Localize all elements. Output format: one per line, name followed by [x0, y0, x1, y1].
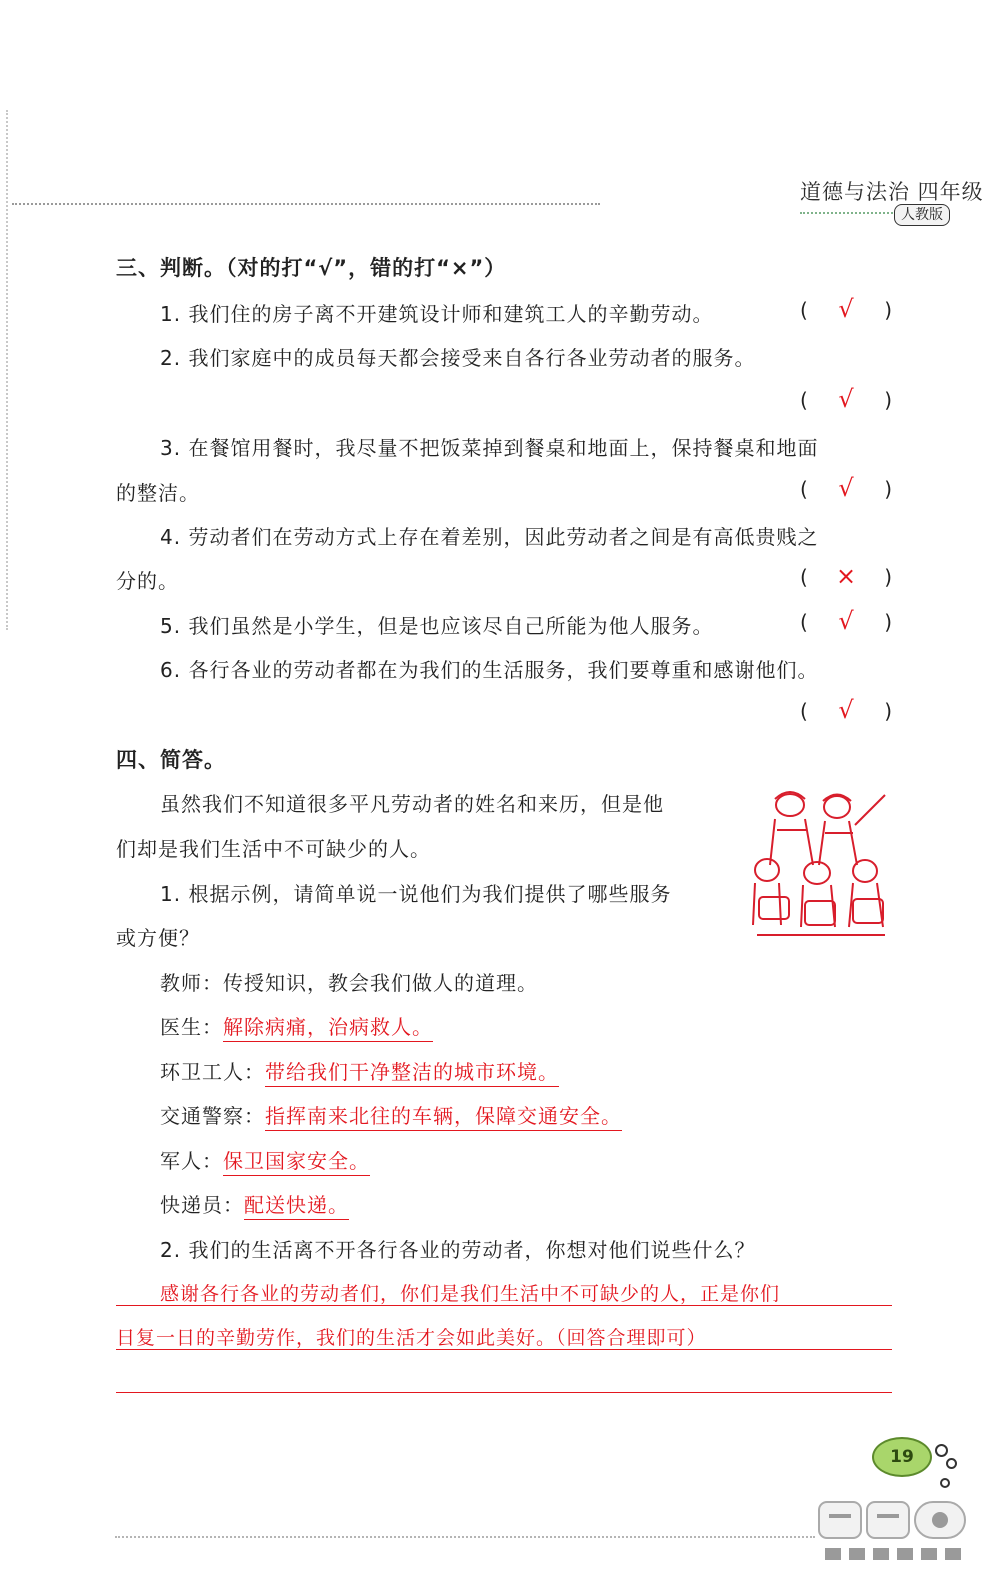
judge-item-4-text: 4. 劳动者们在劳动方式上存在着差别，因此劳动者之间是有高低贵贱之 [160, 525, 819, 549]
judge-mark: √ [838, 607, 854, 635]
judge-mark: × [835, 562, 857, 590]
question-2-answer-line-2: 日复一日的辛勤劳作，我们的生活才会如此美好。（回答合理即可） [116, 1327, 707, 1349]
role-doctor [160, 1011, 433, 1040]
edition-badge: 人教版 [894, 204, 950, 226]
child-head [755, 859, 779, 881]
judge-mark: √ [838, 385, 854, 413]
judge-mark: √ [838, 696, 854, 724]
intro-line-2: 们却是我们生活中不可缺少的人。 [116, 837, 431, 861]
decor-dot [935, 1444, 948, 1457]
child-head [804, 862, 830, 884]
role-answer: 指挥南来北往的车辆，保障交通安全。 [265, 1104, 622, 1131]
role-label: 快递员： [160, 1193, 244, 1217]
judge-mark: √ [838, 474, 854, 502]
answer-rule [116, 1349, 892, 1350]
child-body [801, 885, 835, 927]
drum [759, 897, 789, 919]
drum [805, 901, 835, 925]
role-soldier [160, 1145, 370, 1174]
section-3-heading: 三、判断。（对的打“√”，错的打“×”） [116, 256, 507, 280]
judge-item-6-text: 6. 各行各业的劳动者都在为我们的生活服务，我们要尊重和感谢他们。 [160, 658, 819, 682]
drum [853, 899, 883, 923]
judge-item-3-text: 3. 在餐馆用餐时，我尽量不把饭菜掉到餐桌和地面上，保持餐桌和地面 [160, 436, 819, 460]
decor-dot [940, 1478, 950, 1488]
pointer-stick [855, 795, 885, 825]
book-title: 道德与法治 四年级 [800, 180, 984, 204]
question-2-answer-line-1: 感谢各行各业的劳动者们，你们是我们生活中不可缺少的人，正是你们 [160, 1283, 781, 1305]
worker-body [770, 819, 813, 865]
child-head [853, 860, 877, 882]
role-example-answer: 传授知识，教会我们做人的道理。 [223, 971, 538, 995]
section-4-heading: 四、简答。 [116, 748, 226, 772]
role-label: 教师： [160, 971, 223, 995]
role-label: 军人： [160, 1149, 223, 1173]
question-1-line-2: 或方便？ [116, 926, 200, 950]
workbook-page: 道德与法治 四年级 人教版 三、判断。（对的打“√”，错的打“×”） 1. 我们住的房子离不开建筑设计师和建筑工人的辛勤劳动。 ( √ ) 2. 我们家庭中的成员每天都会接受来自各行各业劳动者的服务。 ( √ ) 3. 在餐馆用餐时，我尽量不把饭菜掉到餐桌和地面上，保持餐桌和地面 的整洁。 ( √ ) 4. 劳动者们在劳动方式上存在着差别，因此劳动者之间是有高低贵贱之 分的。 ( × ) 5. 我们虽然是小学生，但是也应该尽自己所能为他人服务。 ( √ ) 6. 各行各业的劳动者都在为我们的生活服务，我们要尊重和感谢他们。 ( √ ) 四、简答。 虽然我们不知道很多平凡劳动者的姓名和来历，但是他 们却是我们生活中不可缺少的人。 1. 根据示例，请简单说一说他们为我们提供了哪些服务 或方便？ 教师：传授知识，教会我们做人的道理。 医生：解除病痛，治病救人。 环卫工人：带给我们干净整洁的城市环境。 交通警察：指挥南来北往的车辆，保障交通安全。 军人：保卫国家安全。 快递员：配送快递。 2. 我们的生活离不开各行各业的劳动者，你想对他们说些什么？ 感谢各行各业的劳动者们，你们是我们生活中不可缺少的人，正是你们 日复一日的辛勤劳作，我们的生活才会如此美好。（回答合理即可） 19 [0, 0, 1000, 1570]
role-courier [160, 1189, 349, 1218]
judge-item-5-text: 5. 我们虽然是小学生，但是也应该尽自己所能为他人服务。 [160, 614, 714, 638]
decor-dot [946, 1458, 957, 1469]
judge-item-2-text: 2. 我们家庭中的成员每天都会接受来自各行各业劳动者的服务。 [160, 346, 756, 370]
role-traffic-police [160, 1100, 622, 1129]
answer-rule [116, 1392, 892, 1393]
workers-illustration [745, 785, 895, 945]
header-stripe [800, 212, 900, 214]
judge-mark: √ [838, 295, 854, 323]
header-ornament [800, 204, 950, 226]
page-number-badge: 19 [872, 1437, 932, 1477]
question-1-line-1: 1. 根据示例，请简单说一说他们为我们提供了哪些服务 [160, 882, 672, 906]
role-sanitation-worker [160, 1056, 559, 1085]
role-label: 医生： [160, 1015, 223, 1039]
intro-line-1: 虽然我们不知道很多平凡劳动者的姓名和来历，但是他 [160, 792, 664, 816]
role-teacher [160, 967, 538, 996]
worker-head [776, 794, 804, 816]
role-answer: 保卫国家安全。 [223, 1149, 370, 1176]
footer-rule [115, 1536, 815, 1538]
question-2: 2. 我们的生活离不开各行各业的劳动者，你想对他们说些什么？ [160, 1238, 756, 1262]
role-answer: 带给我们干净整洁的城市环境。 [265, 1060, 559, 1087]
judge-item-3-text-cont: 的整洁。 [116, 481, 200, 505]
binding-dots [6, 110, 8, 630]
site-watermark-logo [815, 1498, 985, 1566]
worker-head [824, 796, 850, 818]
answer-rule [116, 1305, 892, 1306]
worker-body [819, 821, 857, 865]
role-answer: 解除病痛，治病救人。 [223, 1015, 433, 1042]
role-label: 交通警察： [160, 1104, 265, 1128]
header-rule [12, 203, 600, 205]
judge-item-1-text: 1. 我们住的房子离不开建筑设计师和建筑工人的辛勤劳动。 [160, 302, 714, 326]
role-answer: 配送快递。 [244, 1193, 349, 1220]
role-label: 环卫工人： [160, 1060, 265, 1084]
judge-item-4-text-cont: 分的。 [116, 569, 179, 593]
